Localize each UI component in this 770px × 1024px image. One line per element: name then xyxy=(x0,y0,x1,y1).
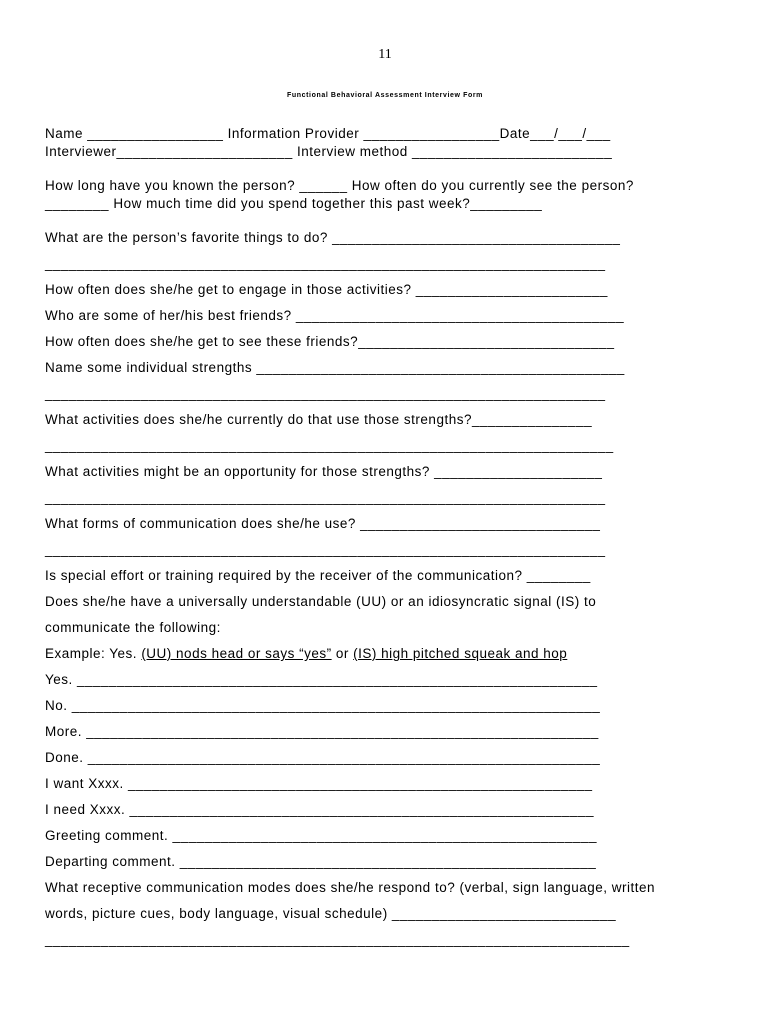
time-together-question: ________ How much time did you spend together this past week?_________ xyxy=(45,196,543,211)
departing-comment-line: Departing comment. ____________________________________________________ xyxy=(45,854,597,869)
greeting-comment-line: Greeting comment. _____________________________________________________ xyxy=(45,828,597,843)
i-want-line: I want Xxxx. __________________________________________________________ xyxy=(45,776,593,791)
i-need-line: I need Xxxx. __________________________________________________________ xyxy=(45,802,595,817)
special-effort-question: Is special effort or training required by the receiver of the communication? ________ xyxy=(45,568,591,583)
done-line: Done. ________________________________________________________________ xyxy=(45,750,601,765)
example-uu: (UU) nods head or says “yes” xyxy=(141,646,332,661)
favorite-things-question: What are the person’s favorite things to do? ____________________________________ xyxy=(45,230,621,245)
see-friends-question: How often does she/he get to see these friends?________________________________ xyxy=(45,334,615,349)
example-line xyxy=(45,645,567,663)
signal-question-continued: communicate the following: xyxy=(45,620,221,635)
strengths-question: Name some individual strengths ______________________________________________ xyxy=(45,360,625,375)
answer-blank-line: ______________________________________________________________________ xyxy=(45,256,606,271)
answer-blank-line: _______________________________________________________________________ xyxy=(45,438,614,453)
receptive-modes-continued: words, picture cues, body language, visual schedule) ____________________________ xyxy=(45,906,617,921)
best-friends-question: Who are some of her/his best friends? _________________________________________ xyxy=(45,308,625,323)
answer-blank-line: ______________________________________________________________________ xyxy=(45,386,606,401)
no-line: No. __________________________________________________________________ xyxy=(45,698,601,713)
answer-blank-line: _________________________________________________________________________ xyxy=(45,932,630,947)
more-line: More. ________________________________________________________________ xyxy=(45,724,599,739)
strength-activities-question: What activities does she/he currently do that use those strengths?_______________ xyxy=(45,412,593,427)
interviewer-method-line: Interviewer______________________ Interview method _________________________ xyxy=(45,144,613,159)
example-is: (IS) high pitched squeak and hop xyxy=(353,646,568,661)
communication-forms-question: What forms of communication does she/he use? ______________________________ xyxy=(45,516,601,531)
answer-blank-line: ______________________________________________________________________ xyxy=(45,490,606,505)
known-person-question: How long have you known the person? ______ How often do you currently see the person? xyxy=(45,178,634,193)
engage-activities-question: How often does she/he get to engage in those activities? ________________________ xyxy=(45,282,608,297)
receptive-modes-question: What receptive communication modes does she/he respond to? (verbal, sign language, written xyxy=(45,880,656,895)
answer-blank-line: ______________________________________________________________________ xyxy=(45,542,606,557)
name-provider-date-line: Name _________________ Information Provider _________________Date___/___/___ xyxy=(45,126,611,141)
example-or: or xyxy=(331,646,354,661)
example-prefix: Example: Yes. xyxy=(45,646,142,661)
opportunity-question: What activities might be an opportunity for those strengths? _____________________ xyxy=(45,464,603,479)
page-number: 11 xyxy=(378,47,392,62)
signal-question: Does she/he have a universally understandable (UU) or an idiosyncratic signal (IS) to xyxy=(45,594,597,609)
yes-line: Yes. _________________________________________________________________ xyxy=(45,672,598,687)
form-title: Functional Behavioral Assessment Interview Form xyxy=(287,92,483,99)
